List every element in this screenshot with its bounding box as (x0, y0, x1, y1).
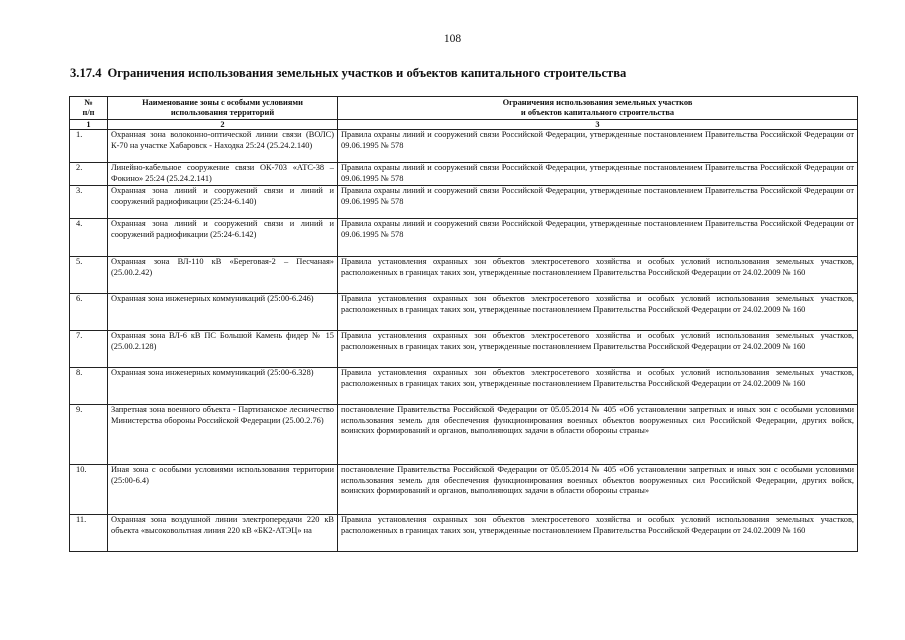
column-number: 1 (70, 120, 108, 130)
page-number: 108 (443, 33, 462, 45)
restriction-text: Правила установления охранных зон объектов электросетевого хозяйства и особых условий использования земельных участков, расположенных в границах таких зон, утвержденные постановлением Правительства Российской Федерации от 24.02.2009 № 160 (338, 515, 858, 552)
restriction-text: Правила установления охранных зон объектов электросетевого хозяйства и особых условий использования земельных участков, расположенных в границах таких зон, утвержденные постановлением Правительства Российской Федерации от 24.02.2009 № 160 (338, 257, 858, 294)
zone-name: Охранная зона ВЛ-110 кВ «Береговая-2 – Песчаная» (25.00.2.42) (108, 257, 338, 294)
table-row (70, 368, 858, 405)
header-num-line-2: п/п (82, 108, 95, 117)
table-row (70, 130, 858, 163)
row-number: 3. (70, 186, 108, 219)
table-row (70, 219, 858, 257)
row-number: 7. (70, 331, 108, 368)
header-restriction-line-2: и объектов капитального строительства (520, 108, 675, 117)
table-row (70, 257, 858, 294)
table-row (70, 405, 858, 465)
restriction-text: Правила установления охранных зон объектов электросетевого хозяйства и особых условий использования земельных участков, расположенных в границах таких зон, утвержденные постановлением Правительства Российской Федерации от 24.02.2009 № 160 (338, 331, 858, 368)
zone-name: Охранная зона инженерных коммуникаций (25:00-6.328) (108, 368, 338, 405)
zone-name: Иная зона с особыми условиями использования территории (25:00-6.4) (108, 465, 338, 515)
row-number: 6. (70, 294, 108, 331)
zone-name: Охранная зона волоконно-оптической линии связи (ВОЛС) К-70 на участке Хабаровск - Находка 25:24 (25.24.2.140) (108, 130, 338, 163)
row-number: 10. (70, 465, 108, 515)
section-number: 3.17.4 (70, 66, 102, 80)
restriction-text: Правила охраны линий и сооружений связи Российской Федерации, утвержденные постановлением Правительства Российской Федерации от 09.06.1995 № 578 (338, 186, 858, 219)
table-header-row (70, 97, 858, 120)
section-title (70, 66, 626, 81)
row-number: 5. (70, 257, 108, 294)
table-row (70, 294, 858, 331)
zone-name: Охранная зона линий и сооружений связи и линий и сооружений радиофикации (25:24-6.140) (108, 186, 338, 219)
row-number: 2. (70, 163, 108, 186)
header-zone (108, 97, 338, 120)
zone-name: Охранная зона ВЛ-6 кВ ПС Большой Камень фидер № 15 (25.00.2.128) (108, 331, 338, 368)
restriction-text: Правила охраны линий и сооружений связи Российской Федерации, утвержденные постановлением Правительства Российской Федерации от 09.06.1995 № 578 (338, 219, 858, 257)
header-restriction-line-1: Ограничения использования земельных участков (502, 98, 693, 107)
header-zone-line-2: использования территорий (170, 108, 275, 117)
table-row (70, 163, 858, 186)
row-number: 9. (70, 405, 108, 465)
restriction-text: Правила охраны линий и сооружений связи Российской Федерации, утвержденные постановлением Правительства Российской Федерации от 09.06.1995 № 578 (338, 130, 858, 163)
table-row (70, 331, 858, 368)
row-number: 11. (70, 515, 108, 552)
zone-name: Охранная зона воздушной линии электропередачи 220 кВ объекта «высоковольтная линия 220 кВ «БК2-АТЭЦ» на (108, 515, 338, 552)
table-body (70, 130, 858, 552)
column-number: 3 (338, 120, 858, 130)
restriction-text: Правила охраны линий и сооружений связи Российской Федерации, утвержденные постановлением Правительства Российской Федерации от 09.06.1995 № 578 (338, 163, 858, 186)
restrictions-table (69, 96, 858, 552)
row-number: 8. (70, 368, 108, 405)
header-zone-line-1: Наименование зоны с особыми условиями (142, 98, 303, 107)
zone-name: Линейно-кабельное сооружение связи ОК-703 «АТС-38 – Фокино» 25:24 (25.24.2.141) (108, 163, 338, 186)
zone-name: Запретная зона военного объекта - Партизанское лесничество Министерства обороны Российской Федерации (25.00.2.76) (108, 405, 338, 465)
column-number-row (70, 120, 858, 130)
restriction-text: Правила установления охранных зон объектов электросетевого хозяйства и особых условий использования земельных участков, расположенных в границах таких зон, утвержденные постановлением Правительства Российской Федерации от 24.02.2009 № 160 (338, 368, 858, 405)
column-number: 2 (108, 120, 338, 130)
restriction-text: постановление Правительства Российской Федерации от 05.05.2014 № 405 «Об установлении запретных и иных зон с особыми условиями использования земель для обеспечения функционирования военных объектов вооруженных сил Российской Федерации, других войск, воинских формирований и органов, выполняющих задачи в области обороны страны» (338, 405, 858, 465)
header-num-line-1: № (84, 98, 93, 107)
row-number: 4. (70, 219, 108, 257)
table-row (70, 515, 858, 552)
table-row (70, 186, 858, 219)
zone-name: Охранная зона линий и сооружений связи и линий и сооружений радиофикации (25:24-6.142) (108, 219, 338, 257)
restriction-text: Правила установления охранных зон объектов электросетевого хозяйства и особых условий использования земельных участков, расположенных в границах таких зон, утвержденные постановлением Правительства Российской Федерации от 24.02.2009 № 160 (338, 294, 858, 331)
header-restriction (338, 97, 858, 120)
table-row (70, 465, 858, 515)
header-num (70, 97, 108, 120)
restriction-text: постановление Правительства Российской Федерации от 05.05.2014 № 405 «Об установлении запретных и иных зон с особыми условиями использования земель для обеспечения функционирования военных объектов вооруженных сил Российской Федерации, других войск, воинских формирований и органов, выполняющих задачи в области обороны страны» (338, 465, 858, 515)
row-number: 1. (70, 130, 108, 163)
zone-name: Охранная зона инженерных коммуникаций (25:00-6.246) (108, 294, 338, 331)
section-title-text: Ограничения использования земельных участков и объектов капитального строительства (107, 66, 627, 80)
